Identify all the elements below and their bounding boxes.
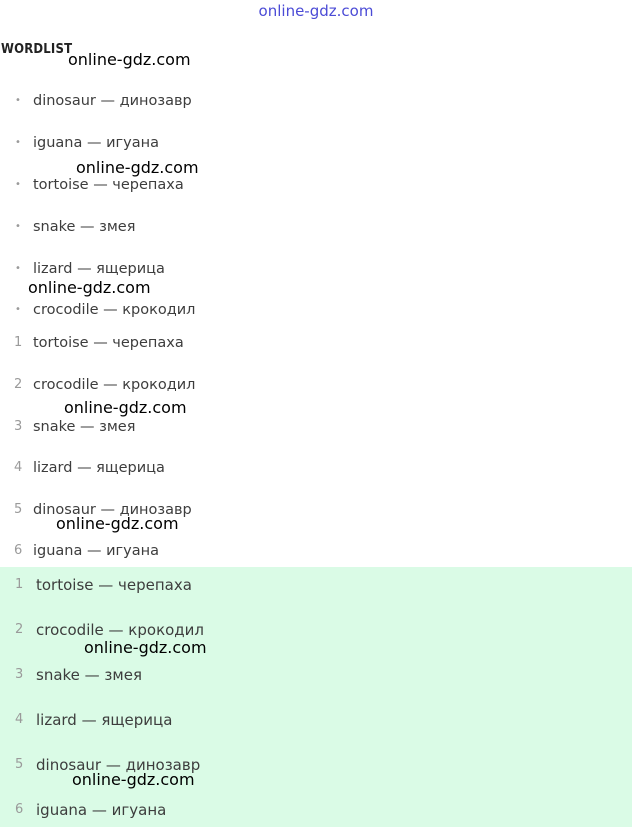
word-entry: iguana — игуана	[33, 135, 159, 151]
watermark-text: online-gdz.com	[28, 278, 151, 297]
word-entry: tortoise — черепаха	[33, 335, 184, 351]
number-marker: 3	[15, 667, 24, 682]
word-entry: dinosaur — динозавр	[36, 756, 201, 774]
word-entry: snake — змея	[33, 219, 136, 235]
word-entry: lizard — ящерица	[33, 460, 165, 476]
word-entry: lizard — ящерица	[36, 711, 173, 729]
watermark-text: online-gdz.com	[68, 50, 191, 69]
bullet-marker: •	[15, 221, 21, 232]
number-marker: 5	[14, 502, 23, 517]
number-marker: 6	[15, 802, 24, 817]
word-entry: lizard — ящерица	[33, 261, 165, 277]
bullet-marker: •	[15, 179, 21, 190]
watermark-text: online-gdz.com	[64, 398, 187, 417]
word-entry: crocodile — крокодил	[36, 621, 205, 639]
word-entry: iguana — игуана	[36, 801, 167, 819]
word-entry: snake — змея	[33, 419, 136, 435]
wordlist-heading: WORDLIST	[1, 42, 73, 57]
site-link[interactable]: online-gdz.com	[258, 2, 374, 20]
number-marker: 2	[14, 377, 23, 392]
bullet-marker: •	[15, 263, 21, 274]
number-marker: 5	[15, 757, 24, 772]
number-marker: 1	[15, 577, 24, 592]
bullet-marker: •	[15, 304, 21, 315]
bullet-marker: •	[15, 95, 21, 106]
number-marker: 6	[14, 543, 23, 558]
number-marker: 4	[15, 712, 24, 727]
word-entry: crocodile — крокодил	[33, 302, 196, 318]
word-entry: iguana — игуана	[33, 543, 159, 559]
word-entry: tortoise — черепаха	[36, 576, 192, 594]
word-entry: snake — змея	[36, 666, 142, 684]
watermark-text: online-gdz.com	[72, 770, 195, 789]
word-entry: tortoise — черепаха	[33, 177, 184, 193]
number-marker: 4	[14, 460, 23, 475]
word-entry: dinosaur — динозавр	[33, 502, 192, 518]
word-entry: dinosaur — динозавр	[33, 93, 192, 109]
number-marker: 1	[14, 335, 23, 350]
watermark-text: online-gdz.com	[76, 158, 199, 177]
bullet-marker: •	[15, 137, 21, 148]
watermark-text: online-gdz.com	[84, 638, 207, 657]
word-entry: crocodile — крокодил	[33, 377, 196, 393]
number-marker: 2	[15, 622, 24, 637]
number-marker: 3	[14, 419, 23, 434]
watermark-text: online-gdz.com	[56, 514, 179, 533]
